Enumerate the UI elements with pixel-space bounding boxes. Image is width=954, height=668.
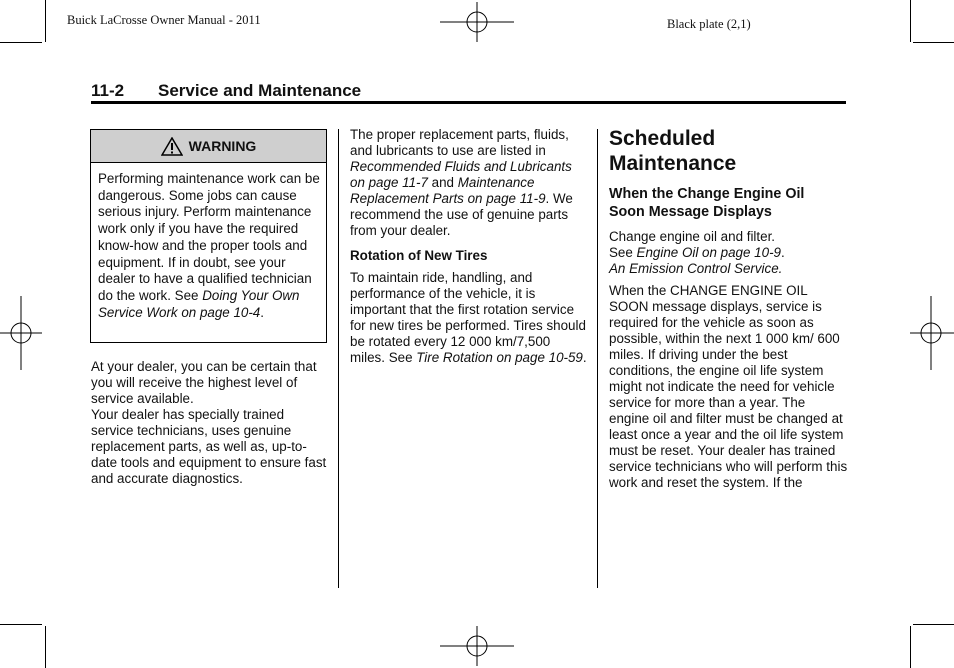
crop-mark: [0, 624, 42, 625]
section-title: Service and Maintenance: [158, 81, 362, 100]
header-manual-title: Buick LaCrosse Owner Manual - 2011: [67, 13, 261, 27]
paragraph: When the CHANGE ENGINE OIL SOON message displays, service is required for the vehicle as soon as possible, within the next 1 000 km/ 600 miles. If driving under the best conditions, the engine oil life system might not indicate the need for vehicle service for more than a year. The engine oil and filter must be changed at least once a year and the oil life system must be reset. Your dealer has trained service technicians who will perform this work and reset the system. If the: [609, 283, 848, 490]
cross-reference-link[interactable]: Engine Oil on page 10-9: [636, 245, 781, 260]
section-rule: [91, 101, 846, 104]
crop-mark: [45, 0, 46, 42]
column-divider: [597, 129, 598, 588]
page-title: Scheduled Maintenance: [609, 127, 737, 175]
column-2: [350, 127, 588, 366]
cross-reference-link[interactable]: An Emission Control Service.: [609, 261, 783, 276]
registration-mark-icon: [910, 296, 954, 370]
paragraph: Your dealer has specially trained service technicians, uses genuine replacement parts, as well as, up-to-date tools and equipment to ensure fast and accurate diagnostics.: [91, 407, 327, 486]
warning-text: Performing maintenance work can be dangerous. Some jobs can cause serious injury. Perform maintenance work only if you have the required know-how and the proper tools and equipment. If in doubt, see your dealer to have a qualified technician do the work. See Doing Your Own Service Work on page 10-4.: [98, 171, 320, 320]
warning-box: [90, 129, 327, 343]
column-divider: [338, 129, 339, 588]
crop-mark: [0, 42, 42, 43]
warning-label: WARNING: [188, 138, 257, 154]
cross-reference-link[interactable]: Maintenance Replacement Parts on page 11-9: [350, 175, 546, 206]
warning-triangle-icon: [161, 137, 183, 156]
paragraph: To maintain ride, handling, and performance of the vehicle, it is important that the first rotation service for new tires be performed. Tires should be rotated every 12 000 km/7,500 miles. See Tire Rotation on page 10-59.: [350, 270, 587, 365]
section-number: 11-2: [91, 81, 125, 100]
paragraph: The proper replacement parts, fluids, and lubricants to use are listed in Recommended Fluids and Lubricants on page 11-7 and Maintenance Replacement Parts on page 11-9. We recommend the use of genuine parts from your dealer.: [350, 127, 573, 238]
column-1: [91, 359, 327, 487]
crop-mark: [910, 626, 911, 668]
cross-reference-link[interactable]: Tire Rotation on page 10-59: [416, 350, 583, 365]
cross-reference-link[interactable]: Doing Your Own Service Work on page 10-4: [98, 287, 300, 320]
subheading: When the Change Engine Oil Soon Message Displays: [609, 186, 805, 220]
column-3: [609, 185, 849, 491]
crop-mark: [45, 626, 46, 668]
header-plate: Black plate (2,1): [667, 17, 751, 31]
warning-header: [91, 130, 326, 163]
registration-mark-icon: [440, 2, 514, 42]
paragraph: Change engine oil and filter. See Engine Oil on page 10-9. An Emission Control Service.: [609, 229, 785, 276]
crop-mark: [913, 42, 954, 43]
registration-mark-icon: [0, 296, 42, 370]
subheading: Rotation of New Tires: [350, 248, 488, 263]
crop-mark: [910, 0, 911, 42]
cross-reference-link[interactable]: Recommended Fluids and Lubricants on page 11-7: [350, 159, 572, 190]
paragraph: At your dealer, you can be certain that you will receive the highest level of service available.: [91, 359, 317, 406]
crop-mark: [913, 624, 954, 625]
registration-mark-icon: [440, 626, 514, 666]
